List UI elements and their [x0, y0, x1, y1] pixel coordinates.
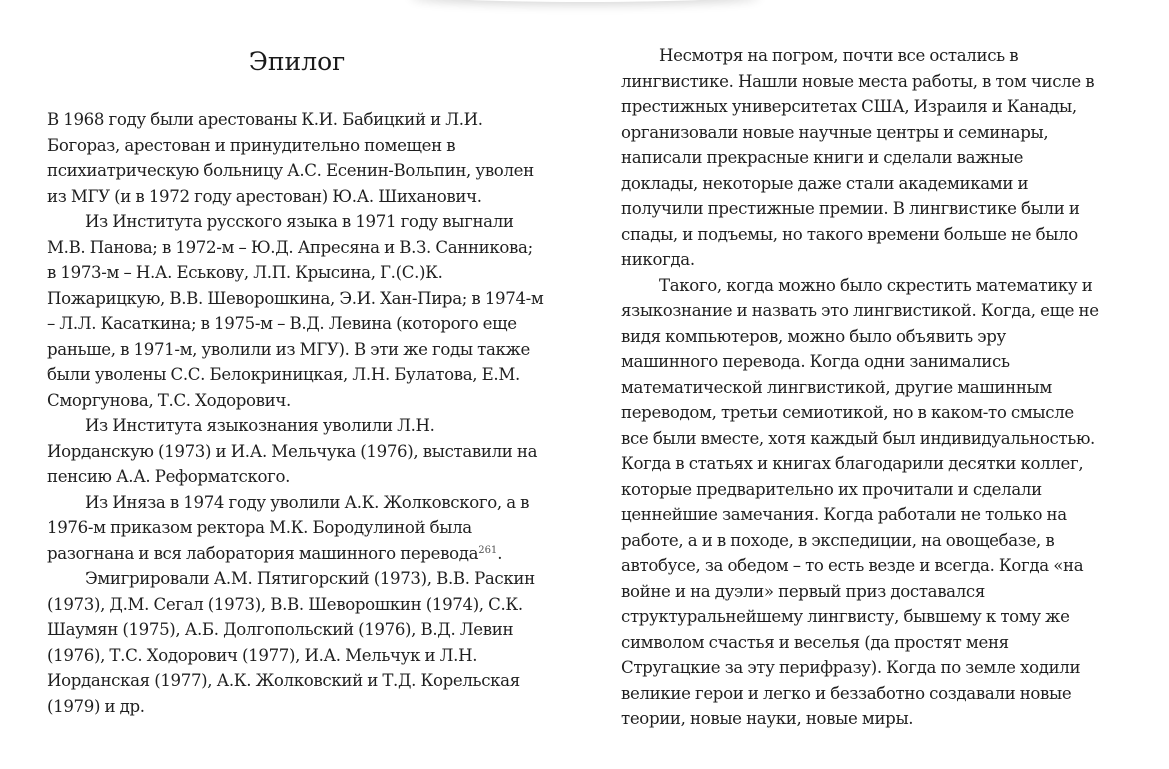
text-line: никогда.: [621, 250, 695, 269]
text-line: пенсию А.А. Реформатского.: [47, 467, 291, 486]
text-line: Иорданскую (1973) и И.А. Мельчука (1976), выставили на: [47, 441, 538, 461]
left-page: [47, 0, 555, 769]
right-page-text: [621, 43, 1121, 732]
text-line: автобусе, за обедом – то есть везде и всегда. Когда «на: [621, 556, 1084, 575]
paragraph-arrests: [47, 107, 555, 209]
text-line: спады, и подъемы, но такого времени больше не было: [621, 224, 1078, 244]
text-line: которые предварительно их прочитали и сделали: [621, 479, 1042, 499]
text-line: структуральнейшему лингвисту, бывшему к тому же: [621, 607, 1070, 626]
text-line: Эмигрировали А.М. Пятигорский (1973), В.В. Раскин: [85, 569, 535, 588]
text-line: великие герои и легко и беззаботно создавали новые: [621, 683, 1072, 703]
text-line: Из Иняза в 1974 году уволили А.К. Жолковского, а в: [85, 492, 530, 512]
text-line: Такого, когда можно было скрестить математику и: [659, 275, 1093, 295]
text-line: (1979) и др.: [47, 696, 145, 716]
paragraph-institute-linguistics: [47, 413, 555, 490]
text-line: символом счастья и веселья (да простят меня: [621, 632, 1009, 652]
text-line: написали прекрасные книги и сделали важные: [621, 148, 1024, 167]
text-line: Сморгунова, Т.С. Ходорович.: [47, 390, 291, 410]
text-line: Из Института русского языка в 1971 году выгнали: [85, 212, 514, 231]
text-line: М.В. Панова; в 1972-м – Ю.Д. Апресяна и В.З. Санникова;: [47, 237, 533, 257]
paragraph-aftermath: [621, 43, 1121, 273]
text-line: машинного перевода. Когда одни занимались: [621, 352, 1010, 371]
text-line: из МГУ (и в 1972 году арестован) Ю.А. Шиханович.: [47, 186, 482, 206]
text-line: разогнана и вся лаборатория машинного перевода: [47, 543, 479, 563]
text-line: Шаумян (1975), А.Б. Долгопольский (1976), В.Д. Левин: [47, 620, 514, 639]
text-line: Из Института языкознания уволили Л.Н.: [85, 416, 435, 435]
text-line: работе, а и в походе, в экспедиции, на овощебазе, в: [621, 530, 1055, 550]
text-line: войне и на дуэли» первый приз доставался: [621, 581, 985, 601]
text-line: Несмотря на погром, почти все остались в: [659, 46, 1019, 65]
text-line: Иорданская (1977), А.К. Жолковский и Т.Д. Корельская: [47, 671, 520, 690]
text-line: лингвистике. Нашли новые места работы, в том числе в: [621, 71, 1095, 91]
text-line: доклады, некоторые даже стали академиками и: [621, 173, 1029, 193]
paragraph-that-time: [621, 273, 1121, 732]
text-line: психиатрическую больницу А.С. Есенин-Вольпин, уволен: [47, 161, 534, 180]
text-line: были уволены С.С. Белокриницкая, Л.Н. Булатова, Е.М.: [47, 365, 520, 384]
text-line: в 1973-м – Н.А. Еськову, Л.П. Крысина, Г.(С.)К.: [47, 263, 443, 282]
right-page: [621, 0, 1121, 769]
text-line: все были вместе, хотя каждый был индивидуальностью.: [621, 428, 1095, 448]
chapter-title: Эпилог: [248, 47, 346, 76]
text-line: В 1968 году были арестованы К.И. Бабицкий и Л.И.: [47, 110, 483, 129]
text-line: теории, новые науки, новые миры.: [621, 709, 914, 728]
text-line: языкознание и назвать это лингвистикой. Когда, еще не: [621, 301, 1099, 320]
text-line: – Л.Л. Касаткина; в 1975-м – В.Д. Левина (которого еще: [47, 314, 517, 333]
text-line: ценнейшие замечания. Когда работали не только на: [621, 505, 1067, 524]
text-line: математической лингвистикой, другие машинным: [621, 377, 1052, 397]
text-line: получили престижные премии. В лингвистике были и: [621, 199, 1080, 218]
text-line: Когда в статьях и книгах благодарили десятки коллег,: [621, 454, 1084, 473]
text-line: видя компьютеров, можно было объявить эру: [621, 326, 1006, 346]
left-page-text: [47, 107, 555, 719]
text-punctuation: .: [497, 543, 503, 563]
paragraph-emigration: [47, 566, 555, 719]
text-line: организовали новые научные центры и семинары,: [621, 122, 1049, 142]
paragraph-institute-russian: [47, 209, 555, 413]
text-line: 1976-м приказом ректора М.К. Бородулиной была: [47, 518, 472, 537]
text-line: Стругацкие за эту перифразу). Когда по земле ходили: [621, 658, 1081, 677]
text-line: (1976), Т.С. Ходорович (1977), И.А. Мельчук и Л.Н.: [47, 645, 478, 665]
text-line: Богораз, арестован и принудительно помещен в: [47, 135, 456, 155]
text-line: переводом, третьи семиотикой, но в каком-то смысле: [621, 403, 1074, 422]
footnote-marker[interactable]: 261: [478, 544, 498, 556]
text-line: Пожарицкую, В.В. Шеворошкина, Э.И. Хан-Пира; в 1974-м: [47, 288, 544, 308]
text-line: раньше, в 1971-м, уволили из МГУ). В эти же годы также: [47, 339, 530, 359]
paragraph-inyaz: [47, 490, 555, 567]
text-line: престижных университетах США, Израиля и Канады,: [621, 97, 1077, 116]
text-line: (1973), Д.М. Сегал (1973), В.В. Шеворошкин (1974), С.К.: [47, 594, 523, 614]
